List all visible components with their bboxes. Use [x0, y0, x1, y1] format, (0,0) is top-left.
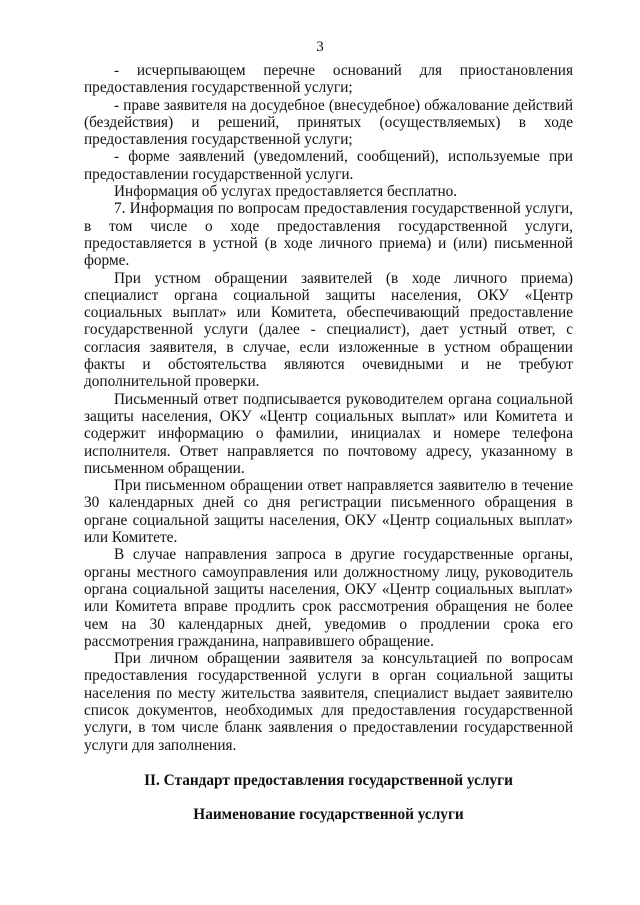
- page-number: 3: [316, 39, 324, 55]
- section-heading: II. Стандарт предоставления государственной услуги: [144, 772, 513, 789]
- paragraph-oral-request: При устном обращении заявителей (в ходе личного приема) специалист органа социальной защиты населения, ОКУ «Центр социальных выплат» или Комитета, обеспечивающий предоставление государственной услуги (далее - специалист), дает устный ответ, с согласия заявителя, в случае, если изложенные в устном обращении факты и обстоятельства являются очевидными и не требуют дополнительной проверки.: [84, 269, 573, 391]
- paragraph-appeal-rights: - праве заявителя на досудебное (внесудебное) обжалование действий (бездействия) и решений, принятых (осуществляемых) в ходе предоставления государственной услуги;: [84, 96, 573, 149]
- subsection-heading: Наименование государственной услуги: [193, 806, 464, 823]
- paragraph-information-channels: 7. Информация по вопросам предоставления государственной услуги, в том числе о ходе предоставления государственной услуги, предоставляется в устной (в ходе личного приема) и (или) письменной форме.: [84, 200, 573, 270]
- document-body: [84, 62, 573, 754]
- paragraph-application-forms: - форме заявлений (уведомлений, сообщений), используемые при предоставлении государственной услуги.: [84, 148, 573, 183]
- paragraph-suspension-grounds: - исчерпывающем перечне оснований для приостановления предоставления государственной услуги;: [84, 62, 573, 97]
- paragraph-written-answer: Письменный ответ подписывается руководителем органа социальной защиты населения, ОКУ «Центр социальных выплат» или Комитета и содержит информацию о фамилии, инициалах и номере телефона исполнителя. Ответ направляется по почтовому адресу, указанному в письменном обращении.: [84, 390, 573, 477]
- paragraph-deadline-extension: В случае направления запроса в другие государственные органы, органы местного самоуправления или должностному лицу, руководитель органа социальной защиты населения, ОКУ «Центр социальных выплат» или Комитета вправе продлить срок рассмотрения обращения не более чем на 30 календарных дней, уведомив о продлении срока его рассмотрения гражданина, направившего обращение.: [84, 546, 573, 650]
- paragraph-personal-consultation: При личном обращении заявителя за консультацией по вопросам предоставления государственной услуги в орган социальной защиты населения по месту жительства заявителя, специалист выдает заявителю список документов, необходимых для предоставления государственной услуги, в том числе бланк заявления о предоставлении государственной услуги для заполнения.: [84, 650, 573, 754]
- paragraph-response-deadline: При письменном обращении ответ направляется заявителю в течение 30 календарных дней со дня регистрации письменного обращения в органе социальной защиты населения, ОКУ «Центр социальных выплат» или Комитете.: [84, 477, 573, 547]
- paragraph-free-information: Информация об услугах предоставляется бесплатно.: [114, 183, 458, 201]
